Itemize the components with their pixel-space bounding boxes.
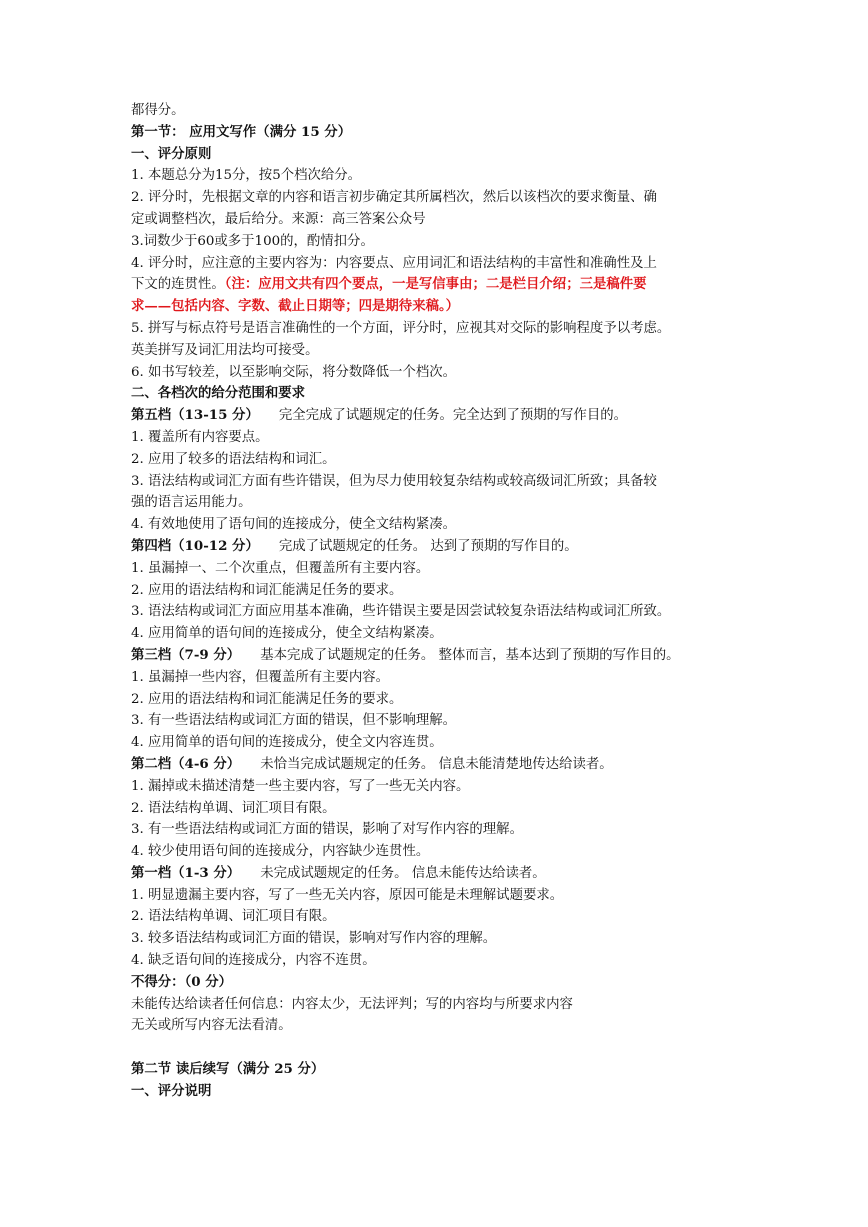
level2-desc: 未恰当完成试题规定的任务。 信息未能清楚地传达给读者。 [260,756,613,772]
principle-4-note-1: （注：应用文共有四个要点，一是写信事由；二是栏目介绍；三是稿件要 [224,276,647,293]
level4-desc: 完成了试题规定的任务。 达到了预期的写作目的。 [278,538,578,554]
levels-heading: 二、各档次的给分范围和要求 [131,385,306,402]
principle-5-line1: 5. 拼写与标点符号是语言准确性的一个方面，评分时，应视其对交际的影响程度予以考虑。 [131,320,671,336]
principle-2-line2: 定或调整档次，最后给分。来源：高三答案公众号 [131,211,426,227]
level4-item-2: 2. 应用的语法结构和词汇能满足任务的要求。 [131,582,403,598]
level1-desc: 未完成试题规定的任务。 信息未能传达给读者。 [260,865,546,881]
level2-label: 第二档（4-6 分） [131,755,241,772]
level0-desc-line2: 无关或所写内容无法看清。 [131,1018,292,1034]
level1-item-4: 4. 缺乏语句间的连接成分，内容不连贯。 [131,953,376,969]
level3-item-1: 1. 虽漏掉一些内容，但覆盖所有主要内容。 [131,669,390,685]
document-page [131,100,743,1103]
spacer [131,1037,743,1059]
level5-item-1: 1. 覆盖所有内容要点。 [131,429,269,445]
level5-item-4: 4. 有效地使用了语句间的连接成分，使全文结构紧凑。 [131,517,457,533]
section2-title: 第二节 读后续写（满分 25 分） [131,1061,325,1078]
level3-item-3: 3. 有一些语法结构或词汇方面的错误，但不影响理解。 [131,713,457,729]
principle-5-line2: 英美拼写及词汇用法均可接受。 [131,342,319,358]
level1-header [131,863,743,885]
level3-desc: 基本完成了试题规定的任务。 整体而言，基本达到了预期的写作目的。 [260,647,680,663]
principle-1: 1. 本题总分为15分，按5个档次给分。 [131,168,362,184]
level5-item-2: 2. 应用了较多的语法结构和词汇。 [131,451,336,467]
level4-header [131,536,743,558]
level1-label: 第一档（1-3 分） [131,864,241,881]
level2-header [131,754,743,776]
level5-desc: 完全完成了试题规定的任务。完全达到了预期的写作目的。 [278,408,627,424]
level1-item-2: 2. 语法结构单调、词汇项目有限。 [131,909,336,925]
principle-4-note-2: 求——包括内容、字数、截止日期等；四是期待来稿。） [131,298,460,315]
principle-2-line1: 2. 评分时，先根据文章的内容和语言初步确定其所属档次，然后以该档次的要求衡量、确 [131,190,657,206]
level3-item-2: 2. 应用的语法结构和词汇能满足任务的要求。 [131,691,403,707]
intro-tail: 都得分。 [131,103,185,118]
level2-item-4: 4. 较少使用语句间的连接成分，内容缺少连贯性。 [131,844,430,860]
level2-item-2: 2. 语法结构单调、词汇项目有限。 [131,800,336,816]
level5-header [131,405,743,427]
level2-item-1: 1. 漏掉或未描述清楚一些主要内容，写了一些无关内容。 [131,778,470,794]
section1-title: 第一节： 应用文写作（满分 15 分） [131,123,352,140]
level5-item-3-line2: 强的语言运用能力。 [131,495,252,511]
level3-item-4: 4. 应用简单的语句间的连接成分，使全文内容连贯。 [131,735,443,751]
level0-label: 不得分：（0 分） [131,973,233,990]
level4-label: 第四档（10-12 分） [131,537,259,554]
level1-item-3: 3. 较多语法结构或词汇方面的错误，影响对写作内容的理解。 [131,931,497,947]
level0-desc-line1: 未能传达给读者任何信息：内容太少，无法评判；写的内容均与所要求内容 [131,996,573,1012]
level4-item-3: 3. 语法结构或词汇方面应用基本准确，些许错误主要是因尝试较复杂语法结构或词汇所致。 [131,604,671,620]
principle-3: 3.词数少于60或多于100的，酌情扣分。 [131,233,374,249]
level5-label: 第五档（13-15 分） [131,407,259,424]
principle-6: 6. 如书写较差，以至影响交际，将分数降低一个档次。 [131,364,457,380]
principle-4-text: 下文的连贯性。 [131,277,225,293]
level1-item-1: 1. 明显遗漏主要内容，写了一些无关内容，原因可能是未理解试题要求。 [131,887,564,903]
principles-heading: 一、评分原则 [131,145,212,162]
level3-header [131,645,743,667]
level4-item-1: 1. 虽漏掉一、二个次重点，但覆盖所有主要内容。 [131,560,430,576]
level4-item-4: 4. 应用简单的语句间的连接成分，使全文结构紧凑。 [131,626,443,642]
principle-4-line2 [131,274,743,296]
section2-heading: 一、评分说明 [131,1082,212,1099]
level2-item-3: 3. 有一些语法结构或词汇方面的错误，影响了对写作内容的理解。 [131,822,523,838]
level3-label: 第三档（7-9 分） [131,646,241,663]
principle-4-line1: 4. 评分时，应注意的主要内容为：内容要点、应用词汇和语法结构的丰富性和准确性及上 [131,255,657,271]
level5-item-3-line1: 3. 语法结构或词汇方面有些许错误，但为尽力使用较复杂结构或较高级词汇所致；具备较 [131,473,657,489]
